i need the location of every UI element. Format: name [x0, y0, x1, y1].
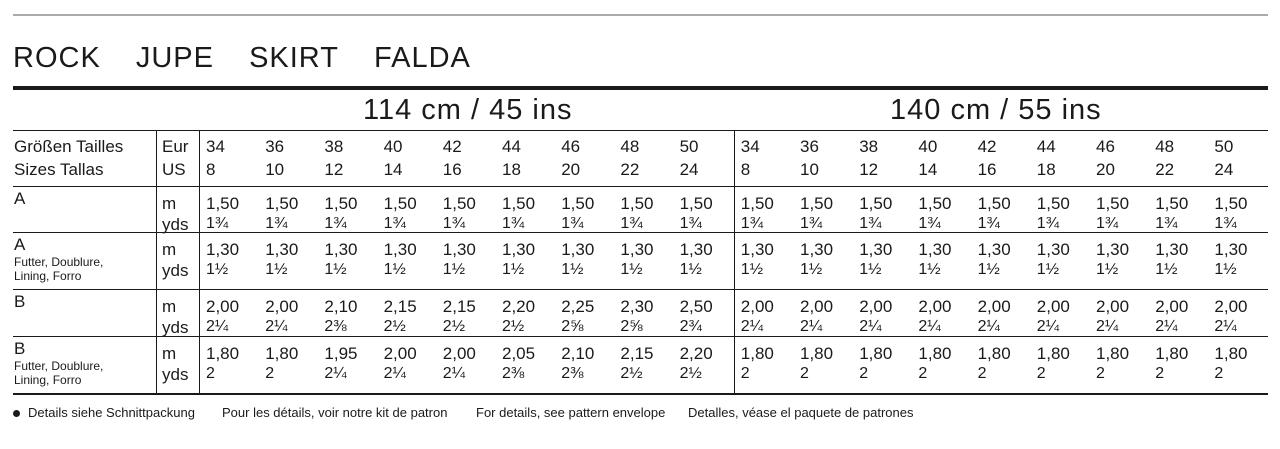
size-eur: 40 — [918, 137, 938, 156]
yards-value: 1½ — [383, 261, 406, 278]
table-rule — [13, 130, 1268, 131]
footnote-es: Detalles, véase el paquete de patrones — [688, 405, 914, 420]
meters-value: 1,50 — [1096, 194, 1130, 213]
meters-value: 1,50 — [1155, 194, 1189, 213]
meters-value: 1,30 — [324, 240, 358, 259]
meters-value: 1,50 — [918, 194, 952, 213]
lining-label: Lining, Forro — [14, 373, 82, 387]
yards-value: 1¾ — [859, 215, 882, 232]
size-eur: 50 — [1214, 137, 1234, 156]
yards-value: 2½ — [502, 318, 525, 335]
size-us: 20 — [1096, 160, 1115, 179]
meters-value: 1,30 — [265, 240, 299, 259]
yards-value: 2⅜ — [502, 365, 525, 382]
yards-value: 1½ — [502, 261, 525, 278]
yards-value: 1½ — [1036, 261, 1060, 278]
yards-value: 2¼ — [800, 318, 823, 335]
meters-value: 1,50 — [265, 194, 299, 213]
unit-yds: yds — [162, 318, 189, 337]
unit-yds: yds — [162, 365, 189, 384]
meters-value: 1,30 — [442, 240, 476, 259]
meters-value: 1,80 — [918, 344, 952, 363]
size-label-en-es: Sizes Tallas — [14, 160, 104, 179]
meters-value: 1,95 — [324, 344, 358, 363]
yards-value: 2⅝ — [561, 318, 584, 335]
size-us: 8 — [740, 160, 751, 179]
yards-value: 2 — [740, 365, 750, 382]
yards-value: 2 — [918, 365, 928, 382]
yards-value: 1¾ — [383, 215, 406, 232]
meters-value: 1,30 — [977, 240, 1011, 259]
size-eur: 36 — [800, 137, 819, 156]
size-eur: 40 — [383, 137, 403, 156]
yards-value: 2¼ — [442, 365, 466, 382]
table-divider — [199, 130, 200, 394]
size-us: 14 — [918, 160, 938, 179]
bullet-icon — [13, 410, 20, 417]
yards-value: 1¾ — [324, 215, 347, 232]
size-us: 24 — [1214, 160, 1234, 179]
yards-value: 1½ — [1155, 261, 1178, 278]
yards-value: 2 — [1036, 365, 1046, 382]
yards-value: 2¼ — [383, 365, 406, 382]
meters-value: 2,10 — [324, 297, 358, 316]
yards-value: 2½ — [679, 365, 702, 382]
meters-value: 2,20 — [502, 297, 536, 316]
table-rule — [13, 336, 1268, 337]
size-us: 8 — [206, 160, 216, 179]
meters-value: 2,00 — [1214, 297, 1248, 316]
meters-value: 2,00 — [1096, 297, 1130, 316]
meters-value: 1,80 — [1155, 344, 1189, 363]
meters-value: 2,10 — [561, 344, 595, 363]
title-fr: JUPE — [135, 42, 214, 74]
lining-label: Lining, Forro — [14, 269, 82, 283]
size-eur: 34 — [740, 137, 760, 156]
meters-value: 1,50 — [561, 194, 595, 213]
yards-value: 1½ — [561, 261, 584, 278]
meters-value: 1,50 — [324, 194, 358, 213]
table-rule — [13, 393, 1268, 395]
title-en: SKIRT — [249, 42, 339, 74]
size-eur: 38 — [324, 137, 344, 156]
meters-value: 2,00 — [977, 297, 1011, 316]
size-eur: 38 — [859, 137, 879, 156]
meters-value: 1,30 — [800, 240, 834, 259]
meters-value: 2,05 — [502, 344, 536, 363]
footnote-fr: Pour les détails, voir notre kit de patron — [222, 405, 448, 420]
title-rule — [13, 86, 1268, 90]
yards-value: 1¾ — [1155, 215, 1178, 232]
unit-m: m — [162, 240, 177, 259]
table-divider — [156, 130, 157, 394]
size-us: 22 — [1155, 160, 1175, 179]
meters-value: 1,30 — [1036, 240, 1070, 259]
meters-value: 1,80 — [206, 344, 240, 363]
unit-yds: yds — [162, 261, 189, 280]
yards-value: 2¼ — [1096, 318, 1119, 335]
yards-value: 2½ — [442, 318, 466, 335]
yards-value: 1¾ — [918, 215, 941, 232]
meters-value: 1,80 — [740, 344, 774, 363]
yards-value: 1¾ — [977, 215, 1000, 232]
meters-value: 1,50 — [383, 194, 417, 213]
meters-value: 2,00 — [800, 297, 834, 316]
meters-value: 1,30 — [502, 240, 536, 259]
yards-value: 1½ — [324, 261, 347, 278]
yards-value: 1½ — [859, 261, 882, 278]
yards-value: 1½ — [206, 261, 229, 278]
meters-value: 1,30 — [206, 240, 240, 259]
size-us: 12 — [859, 160, 879, 179]
meters-value: 1,50 — [442, 194, 476, 213]
yards-value: 1¾ — [800, 215, 823, 232]
yards-value: 2 — [265, 365, 275, 382]
size-eur: 34 — [206, 137, 225, 156]
view-label: B — [14, 339, 26, 358]
meters-value: 1,30 — [561, 240, 595, 259]
meters-value: 1,50 — [206, 194, 240, 213]
yards-value: 1¾ — [502, 215, 525, 232]
meters-value: 1,50 — [502, 194, 536, 213]
size-label-de-fr: Größen Tailles — [14, 137, 124, 156]
fabric-width-140: 140 cm / 55 ins — [890, 94, 1102, 126]
meters-value: 1,50 — [859, 194, 893, 213]
meters-value: 1,50 — [679, 194, 713, 213]
unit-m: m — [162, 194, 177, 213]
size-eur: 48 — [1155, 137, 1175, 156]
size-eur: 46 — [561, 137, 581, 156]
us-label: US — [162, 160, 186, 179]
size-eur: 48 — [620, 137, 640, 156]
size-us: 22 — [620, 160, 640, 179]
unit-yds: yds — [162, 215, 189, 234]
meters-value: 1,50 — [1214, 194, 1248, 213]
yards-value: 2⅜ — [324, 318, 347, 335]
yards-value: 1¾ — [1214, 215, 1237, 232]
meters-value: 1,30 — [740, 240, 774, 259]
yards-value: 2¼ — [206, 318, 229, 335]
meters-value: 1,80 — [859, 344, 893, 363]
lining-label: Futter, Doublure, — [14, 359, 104, 373]
size-us: 14 — [383, 160, 403, 179]
yards-value: 2 — [977, 365, 987, 382]
size-eur: 36 — [265, 137, 285, 156]
meters-value: 2,00 — [1155, 297, 1189, 316]
size-us: 10 — [265, 160, 285, 179]
size-us: 18 — [1036, 160, 1056, 179]
yards-value: 1½ — [1096, 261, 1119, 278]
yards-value: 2 — [1155, 365, 1165, 382]
yards-value: 2¼ — [918, 318, 941, 335]
meters-value: 1,80 — [1096, 344, 1130, 363]
meters-value: 1,50 — [1036, 194, 1070, 213]
yards-value: 1½ — [620, 261, 643, 278]
size-us: 16 — [442, 160, 462, 179]
yards-value: 2¾ — [679, 318, 702, 335]
size-us: 10 — [800, 160, 819, 179]
meters-value: 2,20 — [679, 344, 713, 363]
size-us: 18 — [502, 160, 521, 179]
meters-value: 1,30 — [1096, 240, 1130, 259]
yards-value: 1½ — [1214, 261, 1237, 278]
unit-m: m — [162, 297, 177, 316]
yards-value: 2 — [206, 365, 215, 382]
meters-value: 2,00 — [442, 344, 476, 363]
meters-value: 1,80 — [1214, 344, 1248, 363]
yards-value: 2⅜ — [561, 365, 584, 382]
footnote-de: Details siehe Schnittpackung — [28, 405, 195, 420]
title-es: FALDA — [374, 42, 471, 74]
footnote-en: For details, see pattern envelope — [476, 405, 666, 420]
yards-value: 1¾ — [1036, 215, 1060, 232]
yards-value: 2 — [859, 365, 869, 382]
yards-value: 2 — [1096, 365, 1105, 382]
meters-value: 2,00 — [206, 297, 240, 316]
meters-value: 1,50 — [800, 194, 834, 213]
meters-value: 2,00 — [383, 344, 417, 363]
meters-value: 1,50 — [620, 194, 654, 213]
yards-value: 1¾ — [740, 215, 764, 232]
yards-value: 1½ — [442, 261, 466, 278]
size-us: 24 — [679, 160, 699, 179]
yards-value: 2¼ — [1036, 318, 1060, 335]
yards-value: 2¼ — [1155, 318, 1178, 335]
meters-value: 1,80 — [977, 344, 1011, 363]
size-eur: 46 — [1096, 137, 1115, 156]
yards-value: 2¼ — [265, 318, 288, 335]
yards-value: 1¾ — [620, 215, 643, 232]
yards-value: 2½ — [620, 365, 643, 382]
meters-value: 2,00 — [265, 297, 299, 316]
view-label: A — [14, 235, 26, 254]
size-eur: 42 — [442, 137, 462, 156]
meters-value: 1,80 — [1036, 344, 1070, 363]
meters-value: 2,50 — [679, 297, 713, 316]
yards-value: 1½ — [918, 261, 941, 278]
yards-value: 2 — [800, 365, 809, 382]
yards-value: 1¾ — [442, 215, 466, 232]
yards-value: 1¾ — [206, 215, 229, 232]
yards-value: 1¾ — [679, 215, 702, 232]
unit-m: m — [162, 344, 177, 363]
yards-value: 2½ — [383, 318, 406, 335]
table-rule — [13, 186, 1268, 187]
meters-value: 2,25 — [561, 297, 595, 316]
size-eur: 50 — [679, 137, 699, 156]
size-eur: 42 — [977, 137, 997, 156]
eur-label: Eur — [162, 137, 189, 156]
yards-value: 2¼ — [1214, 318, 1237, 335]
size-eur: 44 — [1036, 137, 1056, 156]
yards-value: 2¼ — [740, 318, 764, 335]
yards-value: 1¾ — [265, 215, 288, 232]
meters-value: 1,30 — [1214, 240, 1248, 259]
yards-value: 1½ — [800, 261, 823, 278]
meters-value: 2,00 — [1036, 297, 1070, 316]
meters-value: 1,80 — [800, 344, 834, 363]
meters-value: 1,30 — [383, 240, 417, 259]
meters-value: 1,30 — [918, 240, 952, 259]
meters-value: 2,15 — [620, 344, 654, 363]
page-title — [13, 42, 497, 75]
meters-value: 1,30 — [620, 240, 654, 259]
yards-value: 1½ — [265, 261, 288, 278]
meters-value: 1,80 — [265, 344, 299, 363]
size-eur: 44 — [502, 137, 521, 156]
meters-value: 2,15 — [383, 297, 417, 316]
yards-value: 2¼ — [859, 318, 882, 335]
yards-value: 1½ — [679, 261, 702, 278]
meters-value: 1,50 — [740, 194, 774, 213]
view-label: A — [14, 189, 26, 208]
yards-value: 1½ — [977, 261, 1000, 278]
yards-value: 1¾ — [561, 215, 584, 232]
table-rule — [13, 289, 1268, 290]
meters-value: 2,30 — [620, 297, 654, 316]
yards-value: 1½ — [740, 261, 764, 278]
fabric-width-114: 114 cm / 45 ins — [363, 94, 573, 126]
meters-value: 1,30 — [1155, 240, 1189, 259]
yards-value: 2⅝ — [620, 318, 643, 335]
yards-value: 1¾ — [1096, 215, 1119, 232]
size-us: 12 — [324, 160, 344, 179]
meters-value: 2,15 — [442, 297, 476, 316]
size-us: 16 — [977, 160, 997, 179]
lining-label: Futter, Doublure, — [14, 255, 104, 269]
meters-value: 2,00 — [918, 297, 952, 316]
yards-value: 2¼ — [324, 365, 347, 382]
meters-value: 1,30 — [679, 240, 713, 259]
view-label: B — [14, 292, 26, 311]
yards-value: 2 — [1214, 365, 1224, 382]
yards-value: 2¼ — [977, 318, 1000, 335]
meters-value: 1,30 — [859, 240, 893, 259]
top-rule — [13, 14, 1268, 16]
meters-value: 2,00 — [740, 297, 774, 316]
title-de: ROCK — [13, 42, 101, 74]
meters-value: 1,50 — [977, 194, 1011, 213]
meters-value: 2,00 — [859, 297, 893, 316]
table-divider — [734, 130, 735, 394]
size-us: 20 — [561, 160, 581, 179]
